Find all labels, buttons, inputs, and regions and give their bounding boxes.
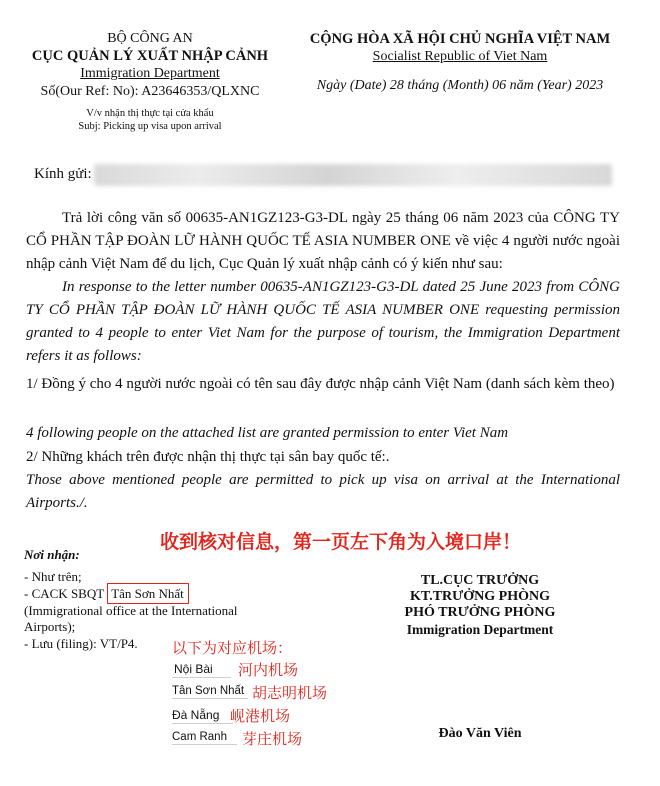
subject-en: Subj: Picking up visa upon arrival xyxy=(78,121,222,132)
airport-cn-name: 岘港机场 xyxy=(230,707,291,725)
airport-item xyxy=(168,681,368,704)
subject-vi: V/v nhận thị thực tại cửa khẩu xyxy=(86,108,214,119)
airport-item xyxy=(168,658,368,681)
airport-list xyxy=(168,658,368,750)
signature-line-2: KT.TRƯỞNG PHÒNG xyxy=(410,589,550,604)
airport-name: Cam Ranh xyxy=(172,731,237,745)
item2-en: Those above mentioned people are permitted to pick up visa on arrival at the International Airports./. xyxy=(26,472,620,511)
country-name: CỘNG HÒA XÃ HỘI CHỦ NGHĨA VIỆT NAM xyxy=(309,31,611,47)
airport-highlight: Tân Sơn Nhất xyxy=(107,583,189,604)
signature-line-3: PHÓ TRƯỞNG PHÒNG xyxy=(404,605,556,620)
signature-block xyxy=(355,573,605,639)
body-para-en: In response to the letter number 00635-AN1GZ123-G3-DL dated 25 June 2023 from CÔNG TY CỔ PHẦN TẬP ĐOÀN LỮ HÀNH QUỐC TẾ ASIA NUMBER ONE requesting permission granted to 4 people to enter Viet Nam for the purpose of tourism, the Immigration Department refers it as follows: xyxy=(26,279,620,364)
recipients-line-2 xyxy=(24,585,274,603)
recipients-line-2-prefix: - CACK SBQT xyxy=(24,586,104,601)
greeting-label: Kính gửi: xyxy=(34,166,92,182)
item1-vi: 1/ Đồng ý cho 4 người nước ngoài có tên sau đây được nhập cảnh Việt Nam (danh sách kèm theo) xyxy=(26,376,615,392)
recipients-title: Nơi nhận: xyxy=(24,547,80,562)
body-para-vi: Trả lời công văn số 00635-AN1GZ123-G3-DL ngày 25 tháng 06 năm 2023 của CÔNG TY CỔ PHẦN TẬP ĐOÀN LỮ HÀNH QUỐC TẾ ASIA NUMBER ONE về việc 4 người nước ngoài nhập cảnh Việt Nam để du lịch, Cục Quản lý xuất nhập cảnh có ý kiến như sau: xyxy=(26,210,620,272)
ministry-name: BỘ CÔNG AN xyxy=(107,31,193,46)
recipients-line-3: (Immigrational office at the International Airports); xyxy=(24,603,238,634)
airport-name: Nội Bài xyxy=(172,662,231,678)
airport-name: Đà Nẵng xyxy=(172,708,233,724)
annotation-main: 收到核对信息，第一页左下角为入境口岸！ xyxy=(160,531,522,553)
greeting xyxy=(34,166,92,183)
header-left xyxy=(0,30,300,133)
recipients-line-1: - Như trên; xyxy=(24,569,82,584)
airport-cn-name: 胡志明机场 xyxy=(252,684,328,702)
signature-line-4: Immigration Department xyxy=(406,622,554,637)
signatory-name: Đào Văn Viên xyxy=(438,726,522,741)
airport-cn-name: 芽庄机场 xyxy=(242,730,303,748)
document-date: Ngày (Date) 28 tháng (Month) 06 năm (Year) 2023 xyxy=(316,78,604,93)
header-right xyxy=(290,30,630,94)
reference-number: Số(Our Ref: No): A23646353/QLXNC xyxy=(40,84,260,99)
airport-item xyxy=(168,727,368,750)
annotation-airports-title: 以下为对应机场： xyxy=(172,639,293,657)
department-name: CỤC QUẢN LÝ XUẤT NHẬP CẢNH xyxy=(31,48,269,64)
item2-vi: 2/ Những khách trên được nhận thị thực tại sân bay quốc tế:. xyxy=(26,449,390,465)
item1-en: 4 following people on the attached list are granted permission to enter Viet Nam xyxy=(26,425,509,441)
airport-cn-name: 河内机场 xyxy=(238,661,299,679)
department-name-en: Immigration Department xyxy=(80,66,220,81)
country-name-en: Socialist Republic of Viet Nam xyxy=(372,49,548,64)
recipients-line-4: - Lưu (filing): VT/P4. xyxy=(24,636,138,651)
airport-item xyxy=(168,704,368,727)
redacted-recipient xyxy=(94,164,612,186)
signature-line-1: TL.CỤC TRƯỞNG xyxy=(420,573,540,588)
airport-name: Tân Sơn Nhất xyxy=(172,685,248,699)
